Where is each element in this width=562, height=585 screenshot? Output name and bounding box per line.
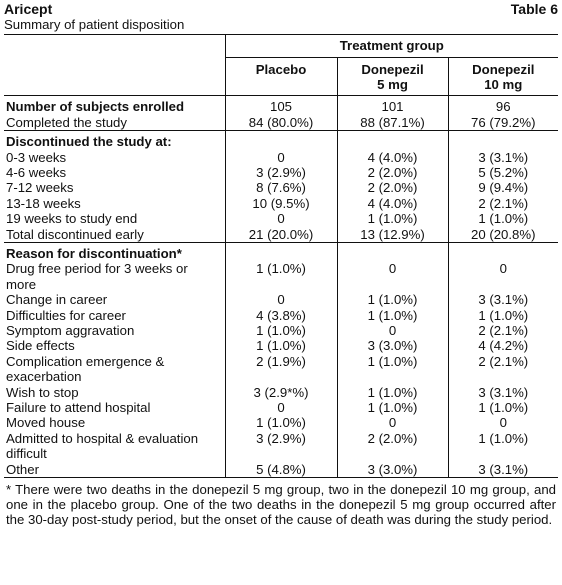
table-row [4, 196, 558, 211]
cell-placebo: 21 (20.0%) [225, 227, 337, 243]
cell-placebo: 105 [225, 96, 337, 115]
row-label: 4-6 weeks [6, 164, 67, 180]
row-label: Moved house [6, 415, 86, 431]
cell-donepezil-5mg: 2 (2.0%) [337, 180, 448, 195]
table-row [4, 462, 558, 477]
cell-donepezil-10mg: 2 (2.1%) [448, 354, 558, 385]
column-header-donepezil-5mg [337, 57, 448, 96]
cell-donepezil-5mg: 1 (1.0%) [337, 385, 448, 400]
table-row [4, 385, 558, 400]
row-label [4, 431, 225, 462]
empty-cell [448, 131, 558, 150]
cell-donepezil-10mg: 1 (1.0%) [448, 211, 558, 226]
cell-placebo: 3 (2.9%) [225, 431, 337, 462]
row-label: 13-18 weeks [6, 195, 81, 211]
table-row [4, 165, 558, 180]
cell-donepezil-5mg: 1 (1.0%) [337, 211, 448, 226]
row-label-line1: Complication emergence & [6, 353, 165, 369]
disposition-table [4, 35, 558, 477]
cell-placebo: 0 [225, 150, 337, 165]
cell-donepezil-10mg: 0 [448, 261, 558, 292]
table-label: Table 6 [510, 0, 558, 17]
table-row [4, 415, 558, 430]
cell-donepezil-5mg: 3 (3.0%) [337, 338, 448, 353]
column-header-d10-line1: Donepezil [472, 61, 535, 77]
row-label-line2: difficult [6, 446, 47, 462]
row-label: Total discontinued early [6, 226, 144, 242]
cell-placebo: 1 (1.0%) [225, 415, 337, 430]
column-header-placebo-label: Placebo [255, 61, 307, 77]
cell-placebo: 8 (7.6%) [225, 180, 337, 195]
table-row [4, 308, 558, 323]
cell-donepezil-5mg: 4 (4.0%) [337, 150, 448, 165]
cell-placebo: 5 (4.8%) [225, 462, 337, 477]
cell-placebo: 4 (3.8%) [225, 308, 337, 323]
document-title: Aricept [4, 0, 53, 17]
column-header-d5-line2: 5 mg [377, 76, 408, 92]
cell-donepezil-5mg: 1 (1.0%) [337, 354, 448, 385]
row-label [4, 261, 225, 292]
row-label: 0-3 weeks [6, 149, 67, 165]
row-label: Symptom aggravation [6, 323, 135, 338]
row-label-line2: more [6, 276, 37, 292]
row-label: Other [6, 461, 39, 477]
treatment-group-header: Treatment group [225, 35, 558, 57]
cell-donepezil-10mg: 2 (2.1%) [448, 323, 558, 338]
column-header-d5-line1: Donepezil [361, 61, 424, 77]
row-label: 19 weeks to study end [6, 211, 138, 227]
row-label: 7-12 weeks [6, 180, 74, 196]
cell-donepezil-5mg: 1 (1.0%) [337, 400, 448, 415]
cell-placebo: 1 (1.0%) [225, 261, 337, 292]
cell-placebo: 0 [225, 211, 337, 226]
cell-donepezil-10mg: 1 (1.0%) [448, 431, 558, 462]
cell-donepezil-10mg: 20 (20.8%) [448, 227, 558, 243]
cell-donepezil-5mg: 13 (12.9%) [337, 227, 448, 243]
group-header-row [4, 35, 558, 57]
section-heading-discontinued: Discontinued the study at: [4, 131, 225, 150]
cell-donepezil-10mg: 1 (1.0%) [448, 400, 558, 415]
cell-donepezil-10mg: 3 (3.1%) [448, 385, 558, 400]
table-row [4, 431, 558, 462]
table-row [4, 354, 558, 385]
table-row [4, 400, 558, 415]
row-label: Change in career [6, 292, 108, 308]
row-label: Side effects [6, 338, 75, 354]
cell-donepezil-5mg: 0 [337, 415, 448, 430]
cell-donepezil-5mg: 3 (3.0%) [337, 462, 448, 477]
cell-donepezil-5mg: 0 [337, 261, 448, 292]
empty-cell [337, 131, 448, 150]
cell-placebo: 2 (1.9%) [225, 354, 337, 385]
row-label: Wish to stop [6, 384, 79, 400]
cell-donepezil-10mg: 3 (3.1%) [448, 150, 558, 165]
row-label: Failure to attend hospital [6, 400, 151, 416]
cell-donepezil-5mg: 88 (87.1%) [337, 115, 448, 131]
cell-placebo: 3 (2.9*%) [225, 385, 337, 400]
row-label-line1: Admitted to hospital & evaluation [6, 430, 199, 446]
row-label: Completed the study [6, 114, 127, 130]
cell-donepezil-10mg: 5 (5.2%) [448, 165, 558, 180]
cell-placebo: 10 (9.5%) [225, 196, 337, 211]
cell-donepezil-5mg: 101 [337, 96, 448, 115]
cell-donepezil-10mg: 3 (3.1%) [448, 292, 558, 307]
cell-donepezil-5mg: 2 (2.0%) [337, 431, 448, 462]
row-label [4, 354, 225, 385]
cell-placebo: 1 (1.0%) [225, 323, 337, 338]
empty-header-cell [4, 35, 225, 57]
table-row [4, 261, 558, 292]
table-row [4, 115, 558, 131]
cell-donepezil-5mg: 1 (1.0%) [337, 292, 448, 307]
column-header-row [4, 57, 558, 96]
table-header [4, 0, 558, 17]
cell-donepezil-5mg: 2 (2.0%) [337, 165, 448, 180]
section-heading-reasons: Reason for discontinuation* [4, 242, 225, 261]
cell-donepezil-10mg: 2 (2.1%) [448, 196, 558, 211]
table-row [4, 211, 558, 226]
cell-placebo: 0 [225, 400, 337, 415]
row-label: Difficulties for career [6, 307, 126, 323]
cell-donepezil-10mg: 96 [448, 96, 558, 115]
cell-donepezil-10mg: 76 (79.2%) [448, 115, 558, 131]
table-row [4, 292, 558, 307]
empty-header-cell [4, 57, 225, 96]
table-row [4, 338, 558, 353]
column-header-d10-line2: 10 mg [484, 76, 523, 92]
cell-donepezil-10mg: 0 [448, 415, 558, 430]
table-footnote: * There were two deaths in the donepezil 5 mg group, two in the donepezil 10 mg group, and one in the placebo group. One of the two deaths in the donepezil 5 mg group occurred after the 30-day post-study period, but the onset of the cause of death was during the study period. [4, 477, 558, 527]
empty-cell [225, 242, 337, 261]
empty-cell [225, 131, 337, 150]
column-header-donepezil-10mg [448, 57, 558, 96]
cell-donepezil-10mg: 9 (9.4%) [448, 180, 558, 195]
cell-donepezil-5mg: 1 (1.0%) [337, 308, 448, 323]
table-caption: Summary of patient disposition [4, 17, 185, 32]
cell-placebo: 3 (2.9%) [225, 165, 337, 180]
section-heading-row [4, 131, 558, 150]
row-label-line2: exacerbation [6, 369, 82, 385]
cell-donepezil-5mg: 4 (4.0%) [337, 196, 448, 211]
cell-donepezil-5mg: 0 [337, 323, 448, 338]
cell-donepezil-10mg: 3 (3.1%) [448, 462, 558, 477]
cell-donepezil-10mg: 4 (4.2%) [448, 338, 558, 353]
cell-placebo: 0 [225, 292, 337, 307]
table-row [4, 96, 558, 115]
section-heading-row [4, 242, 558, 261]
column-header-placebo [225, 57, 337, 96]
table-row [4, 323, 558, 338]
table-row [4, 150, 558, 165]
empty-cell [448, 242, 558, 261]
row-label-line1: Drug free period for 3 weeks or [6, 261, 188, 277]
cell-placebo: 84 (80.0%) [225, 115, 337, 131]
cell-placebo: 1 (1.0%) [225, 338, 337, 353]
cell-donepezil-10mg: 1 (1.0%) [448, 308, 558, 323]
table-row [4, 227, 558, 243]
row-label: Number of subjects enrolled [4, 96, 225, 115]
table-row [4, 180, 558, 195]
empty-cell [337, 242, 448, 261]
